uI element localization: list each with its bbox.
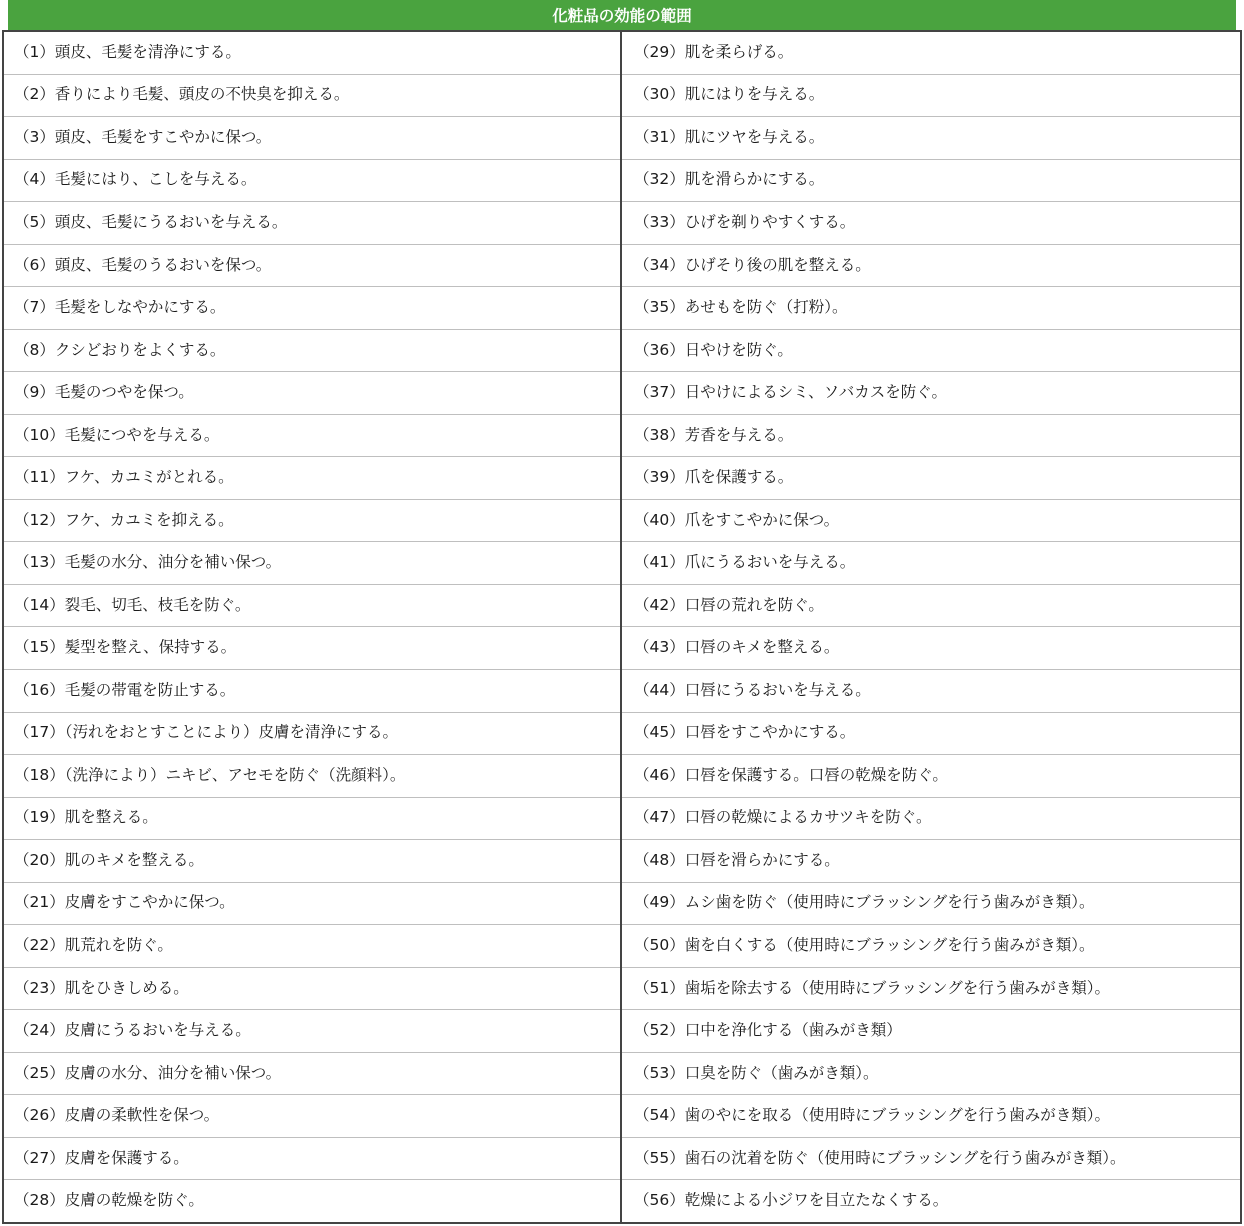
efficacy-item-text: （53）口臭を防ぐ（歯みがき類）。 — [634, 1063, 879, 1082]
table-row — [4, 245, 620, 288]
table-row — [4, 968, 620, 1011]
table-row — [622, 1095, 1240, 1138]
efficacy-item-text: （2）香りにより毛髪、頭皮の不快臭を抑える。 — [14, 85, 350, 104]
page-title: 化粧品の効能の範囲 — [8, 0, 1236, 30]
table-row — [4, 202, 620, 245]
table-row — [4, 287, 620, 330]
efficacy-item-text: （35）あせもを防ぐ（打粉）。 — [634, 298, 848, 317]
efficacy-item-text: （4）毛髪にはり、こしを与える。 — [14, 170, 257, 189]
table-row — [622, 542, 1240, 585]
efficacy-item-text: （39）爪を保護する。 — [634, 468, 794, 487]
table-column-left — [4, 32, 622, 1222]
table-row — [4, 627, 620, 670]
efficacy-item-text: （40）爪をすこやかに保つ。 — [634, 510, 840, 529]
table-row — [622, 585, 1240, 628]
efficacy-item-text: （25）皮膚の水分、油分を補い保つ。 — [14, 1063, 282, 1082]
table-row — [622, 798, 1240, 841]
efficacy-item-text: （9）毛髪のつやを保つ。 — [14, 383, 194, 402]
efficacy-item-text: （14）裂毛、切毛、枝毛を防ぐ。 — [14, 595, 251, 614]
table-row — [4, 585, 620, 628]
title-gutter-left — [0, 0, 8, 30]
efficacy-item-text: （18）（洗浄により）ニキビ、アセモを防ぐ（洗顔料）。 — [14, 765, 406, 784]
table-row — [4, 330, 620, 373]
efficacy-item-text: （17）（汚れをおとすことにより）皮膚を清浄にする。 — [14, 723, 398, 742]
table-row — [622, 245, 1240, 288]
table-row — [622, 840, 1240, 883]
table-row — [4, 500, 620, 543]
efficacy-item-text: （42）口唇の荒れを防ぐ。 — [634, 595, 824, 614]
efficacy-item-text: （49）ムシ歯を防ぐ（使用時にブラッシングを行う歯みがき類）。 — [634, 893, 1095, 912]
table-row — [622, 925, 1240, 968]
table-row — [4, 755, 620, 798]
table-row — [622, 32, 1240, 75]
efficacy-item-text: （6）頭皮、毛髪のうるおいを保つ。 — [14, 255, 272, 274]
table-row — [622, 883, 1240, 926]
efficacy-item-text: （48）口唇を滑らかにする。 — [634, 850, 840, 869]
table-row — [622, 160, 1240, 203]
table-column-right — [622, 32, 1240, 1222]
efficacy-item-text: （15）髪型を整え、保持する。 — [14, 638, 237, 657]
table-row — [4, 925, 620, 968]
table-row — [622, 457, 1240, 500]
table-row — [622, 117, 1240, 160]
efficacy-item-text: （5）頭皮、毛髪にうるおいを与える。 — [14, 212, 288, 231]
efficacy-item-text: （27）皮膚を保護する。 — [14, 1148, 189, 1167]
table-row — [622, 330, 1240, 373]
efficacy-item-text: （7）毛髪をしなやかにする。 — [14, 298, 226, 317]
efficacy-item-text: （24）皮膚にうるおいを与える。 — [14, 1021, 251, 1040]
table-row — [4, 75, 620, 118]
table-row — [4, 1010, 620, 1053]
efficacy-item-text: （21）皮膚をすこやかに保つ。 — [14, 893, 235, 912]
efficacy-item-text: （34）ひげそり後の肌を整える。 — [634, 255, 871, 274]
table-row — [622, 1138, 1240, 1181]
table-row — [622, 1180, 1240, 1222]
table-row — [622, 75, 1240, 118]
efficacy-item-text: （13）毛髪の水分、油分を補い保つ。 — [14, 553, 282, 572]
table-row — [4, 840, 620, 883]
efficacy-item-text: （28）皮膚の乾燥を防ぐ。 — [14, 1191, 204, 1210]
table-row — [4, 713, 620, 756]
efficacy-item-text: （37）日やけによるシミ、ソバカスを防ぐ。 — [634, 383, 947, 402]
efficacy-item-text: （8）クシどおりをよくする。 — [14, 340, 226, 359]
efficacy-item-text: （10）毛髪につやを与える。 — [14, 425, 220, 444]
efficacy-item-text: （56）乾燥による小ジワを目立たなくする。 — [634, 1191, 949, 1210]
efficacy-item-text: （43）口唇のキメを整える。 — [634, 638, 840, 657]
table-row — [4, 32, 620, 75]
table-row — [4, 1053, 620, 1096]
efficacy-item-text: （38）芳香を与える。 — [634, 425, 794, 444]
efficacy-item-text: （45）口唇をすこやかにする。 — [634, 723, 856, 742]
table-row — [4, 542, 620, 585]
efficacy-item-text: （32）肌を滑らかにする。 — [634, 170, 825, 189]
table-row — [622, 627, 1240, 670]
efficacy-item-text: （3）頭皮、毛髪をすこやかに保つ。 — [14, 127, 272, 146]
table-row — [4, 1180, 620, 1222]
efficacy-item-text: （26）皮膚の柔軟性を保つ。 — [14, 1106, 220, 1125]
table-row — [4, 883, 620, 926]
efficacy-item-text: （51）歯垢を除去する（使用時にブラッシングを行う歯みがき類）。 — [634, 978, 1110, 997]
efficacy-item-text: （31）肌にツヤを与える。 — [634, 127, 825, 146]
efficacy-item-text: （16）毛髪の帯電を防止する。 — [14, 680, 236, 699]
efficacy-item-text: （22）肌荒れを防ぐ。 — [14, 936, 173, 955]
efficacy-item-text: （20）肌のキメを整える。 — [14, 850, 204, 869]
table-row — [4, 117, 620, 160]
efficacy-item-text: （12）フケ、カユミを抑える。 — [14, 510, 234, 529]
efficacy-item-text: （47）口唇の乾燥によるカサツキを防ぐ。 — [634, 808, 932, 827]
efficacy-item-text: （36）日やけを防ぐ。 — [634, 340, 793, 359]
efficacy-item-text: （30）肌にはりを与える。 — [634, 85, 825, 104]
efficacy-item-text: （50）歯を白くする（使用時にブラッシングを行う歯みがき類）。 — [634, 936, 1095, 955]
table-row — [4, 798, 620, 841]
efficacy-item-text: （29）肌を柔らげる。 — [634, 42, 794, 61]
title-gutter-right — [1236, 0, 1244, 30]
efficacy-item-text: （19）肌を整える。 — [14, 808, 158, 827]
table-row — [622, 713, 1240, 756]
table-row — [4, 372, 620, 415]
efficacy-item-text: （1）頭皮、毛髪を清浄にする。 — [14, 42, 241, 61]
title-row — [0, 0, 1244, 30]
efficacy-item-text: （54）歯のやにを取る（使用時にブラッシングを行う歯みがき類）。 — [634, 1106, 1110, 1125]
table-row — [4, 1095, 620, 1138]
efficacy-item-text: （33）ひげを剃りやすくする。 — [634, 212, 856, 231]
table-row — [622, 372, 1240, 415]
table-row — [622, 1010, 1240, 1053]
table-row — [4, 457, 620, 500]
table-row — [4, 1138, 620, 1181]
efficacy-item-text: （23）肌をひきしめる。 — [14, 978, 189, 997]
table-row — [622, 500, 1240, 543]
table-row — [622, 202, 1240, 245]
efficacy-item-text: （44）口唇にうるおいを与える。 — [634, 680, 871, 699]
table-row — [622, 415, 1240, 458]
efficacy-item-text: （52）口中を浄化する（歯みがき類） — [634, 1021, 902, 1040]
efficacy-item-text: （11）フケ、カユミがとれる。 — [14, 468, 234, 487]
table-row — [4, 670, 620, 713]
table-row — [4, 415, 620, 458]
table-row — [622, 670, 1240, 713]
efficacy-table — [2, 30, 1242, 1224]
table-row — [622, 755, 1240, 798]
table-row — [622, 968, 1240, 1011]
efficacy-item-text: （41）爪にうるおいを与える。 — [634, 553, 856, 572]
efficacy-item-text: （55）歯石の沈着を防ぐ（使用時にブラッシングを行う歯みがき類）。 — [634, 1148, 1126, 1167]
table-row — [4, 160, 620, 203]
efficacy-item-text: （46）口唇を保護する。口唇の乾燥を防ぐ。 — [634, 765, 948, 784]
table-row — [622, 287, 1240, 330]
table-row — [622, 1053, 1240, 1096]
